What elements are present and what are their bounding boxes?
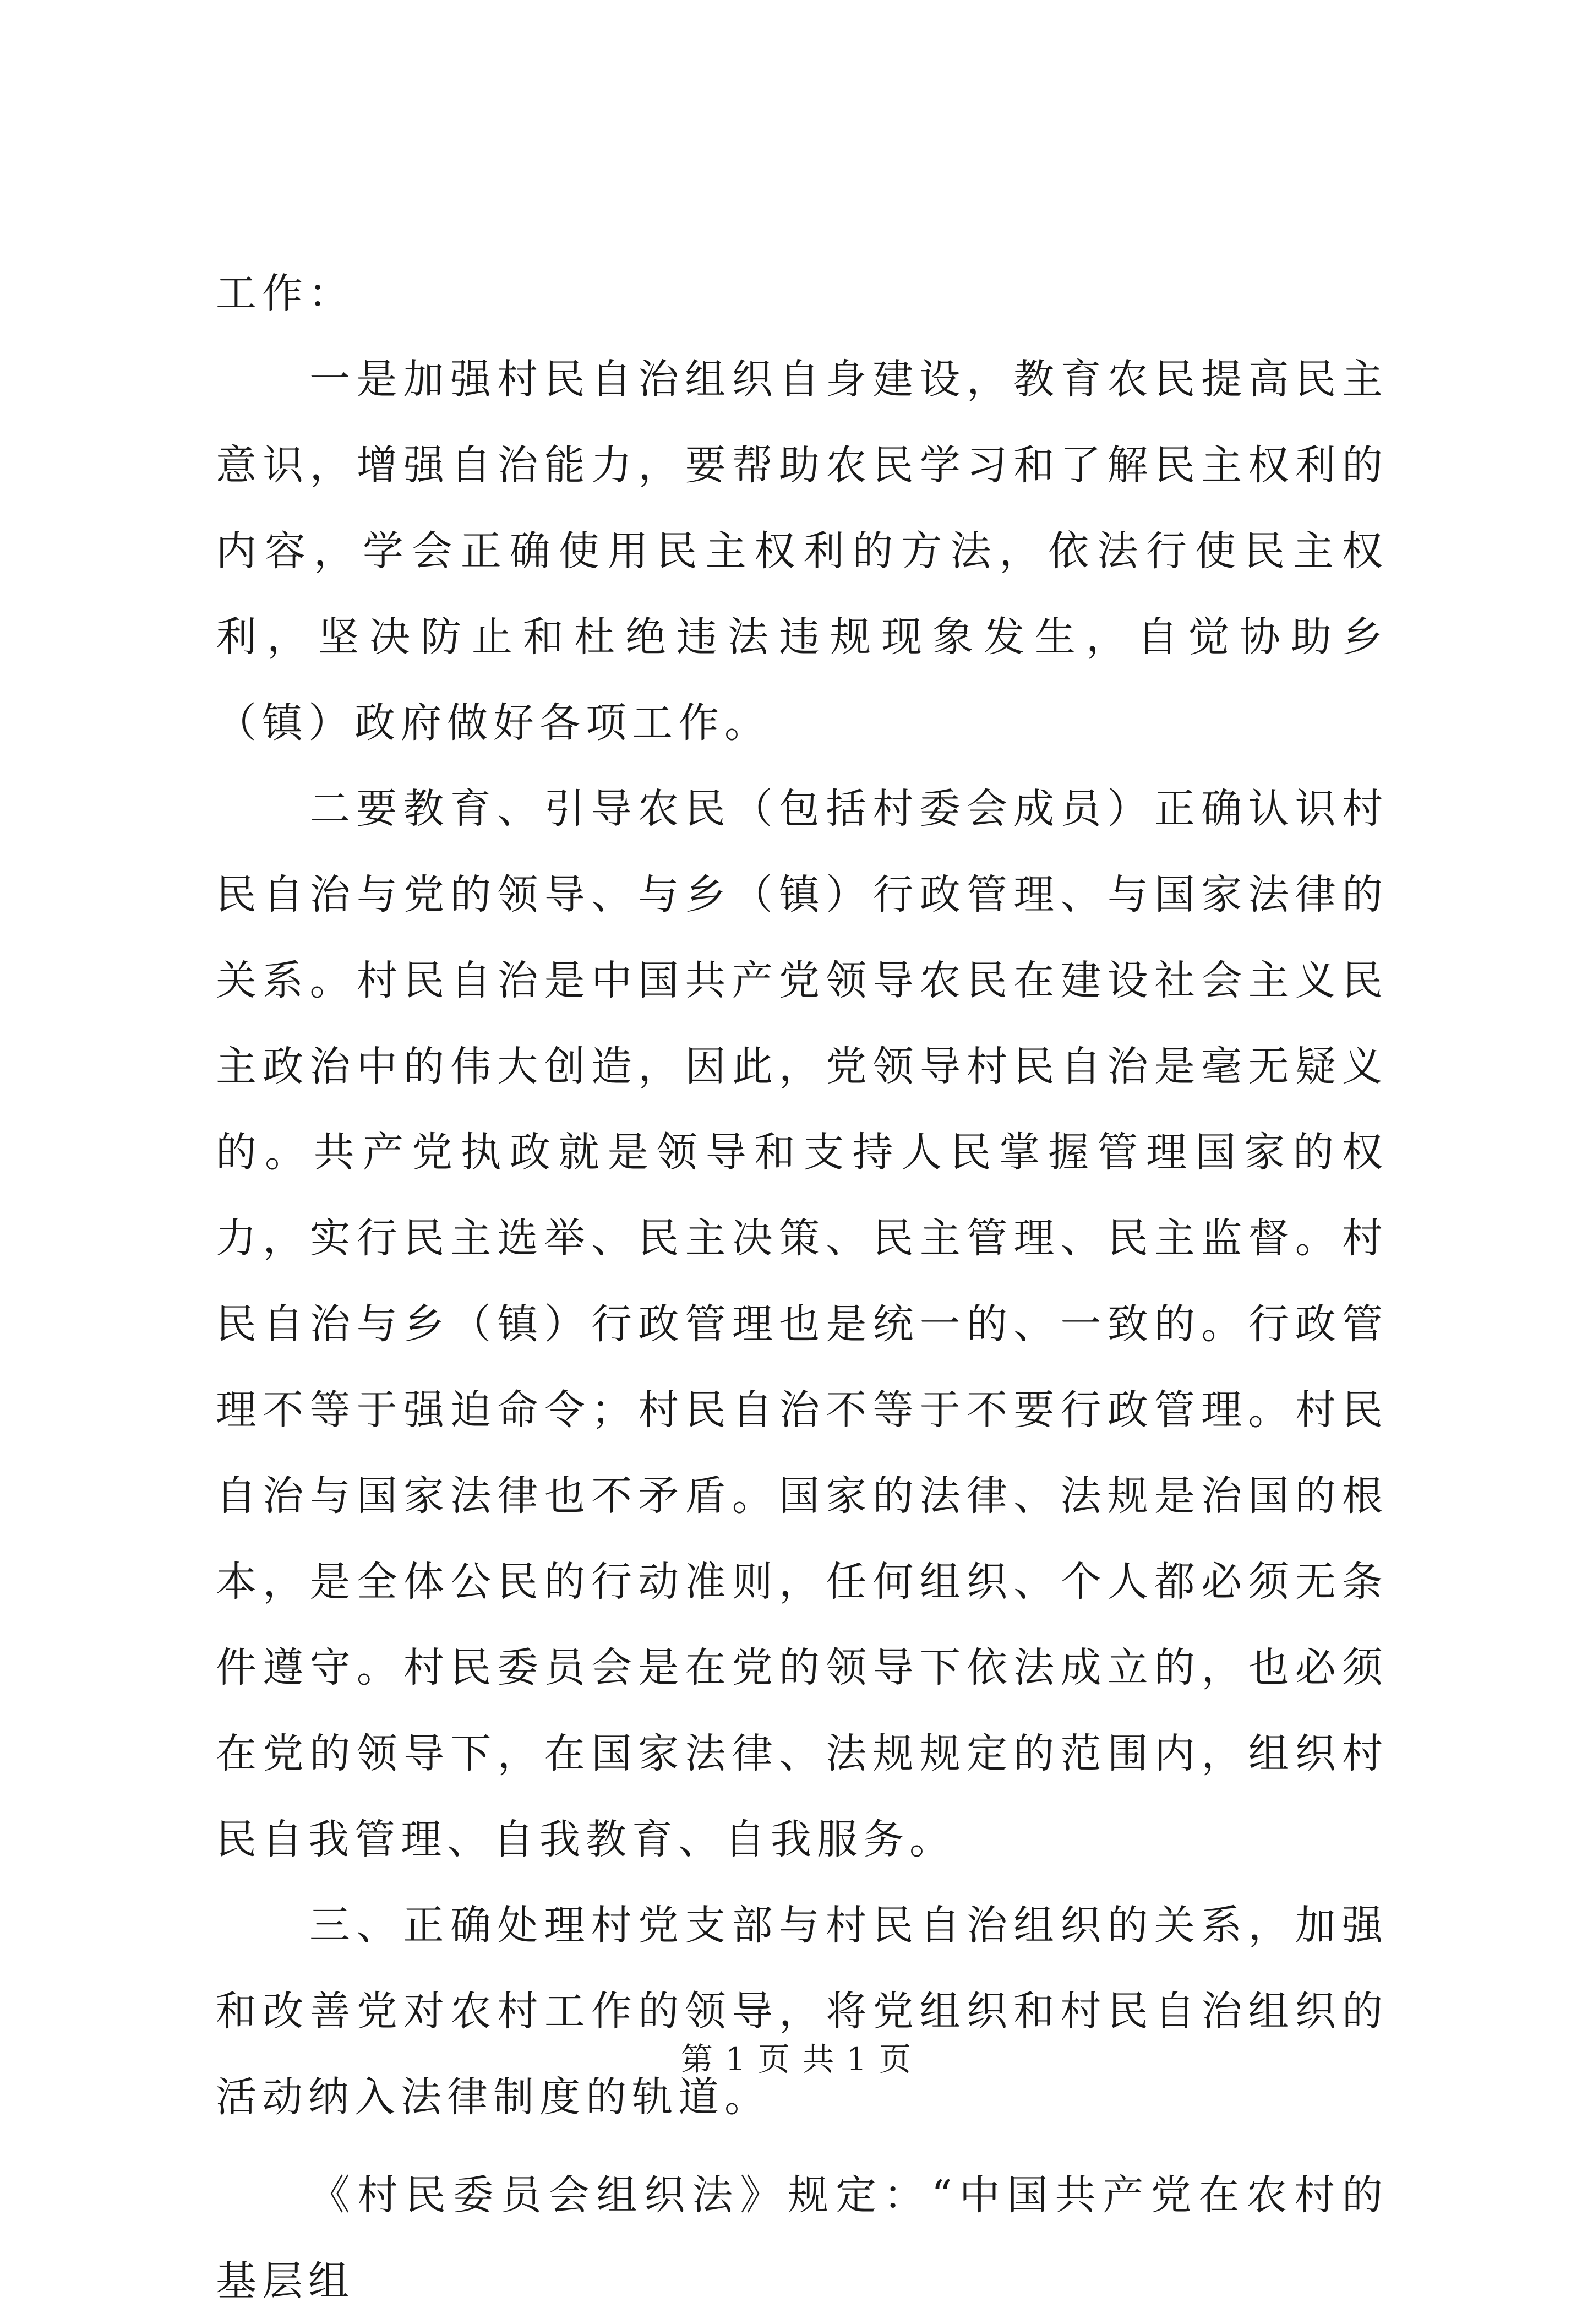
paragraph-item-two: 二要教育、引导农民（包括村委会成员）正确认识村民自治与党的领导、与乡（镇）行政管理、与国家法律的关系。村民自治是中国共产党领导农民在建设社会主义民主政治中的伟大创造，因此，党领导村民自治是毫无疑义的。共产党执政就是领导和支持人民掌握管理国家的权力，实行民主选举、民主决策、民主管理、民主监督。村民自治与乡（镇）行政管理也是统一的、一致的。行政管理不等于强迫命令；村民自治不等于不要行政管理。村民自治与国家法律也不矛盾。国家的法律、法规是治国的根本，是全体公民的行动准则，任何组织、个人都必须无条件遵守。村民委员会是在党的领导下依法成立的，也必须在党的领导下，在国家法律、法规规定的范围内，组织村民自我管理、自我教育、自我服务。 <box>216 785 1388 1863</box>
paragraph-law-quote: 《村民委员会组织法》规定：“中国共产党在农村的基层组 <box>216 2171 1388 2305</box>
document-body <box>216 251 1388 2324</box>
paragraph-item-one: 一是加强村民自治组织自身建设，教育农民提高民主意识，增强自治能力，要帮助农民学习和了解民主权利的内容，学会正确使用民主权利的方法，依法行使民主权利，坚决防止和杜绝违法违规现象发生，自觉协助乡（镇）政府做好各项工作。 <box>216 356 1388 747</box>
paragraph-section-three: 三、正确处理村党支部与村民自治组织的关系，加强和改善党对农村工作的领导，将党组织和村民自治组织的活动纳入法律制度的轨道。 <box>216 1902 1388 2121</box>
paragraph-continuation: 工作： <box>216 270 354 317</box>
page-footer: 第 1 页 共 1 页 <box>681 2040 912 2078</box>
